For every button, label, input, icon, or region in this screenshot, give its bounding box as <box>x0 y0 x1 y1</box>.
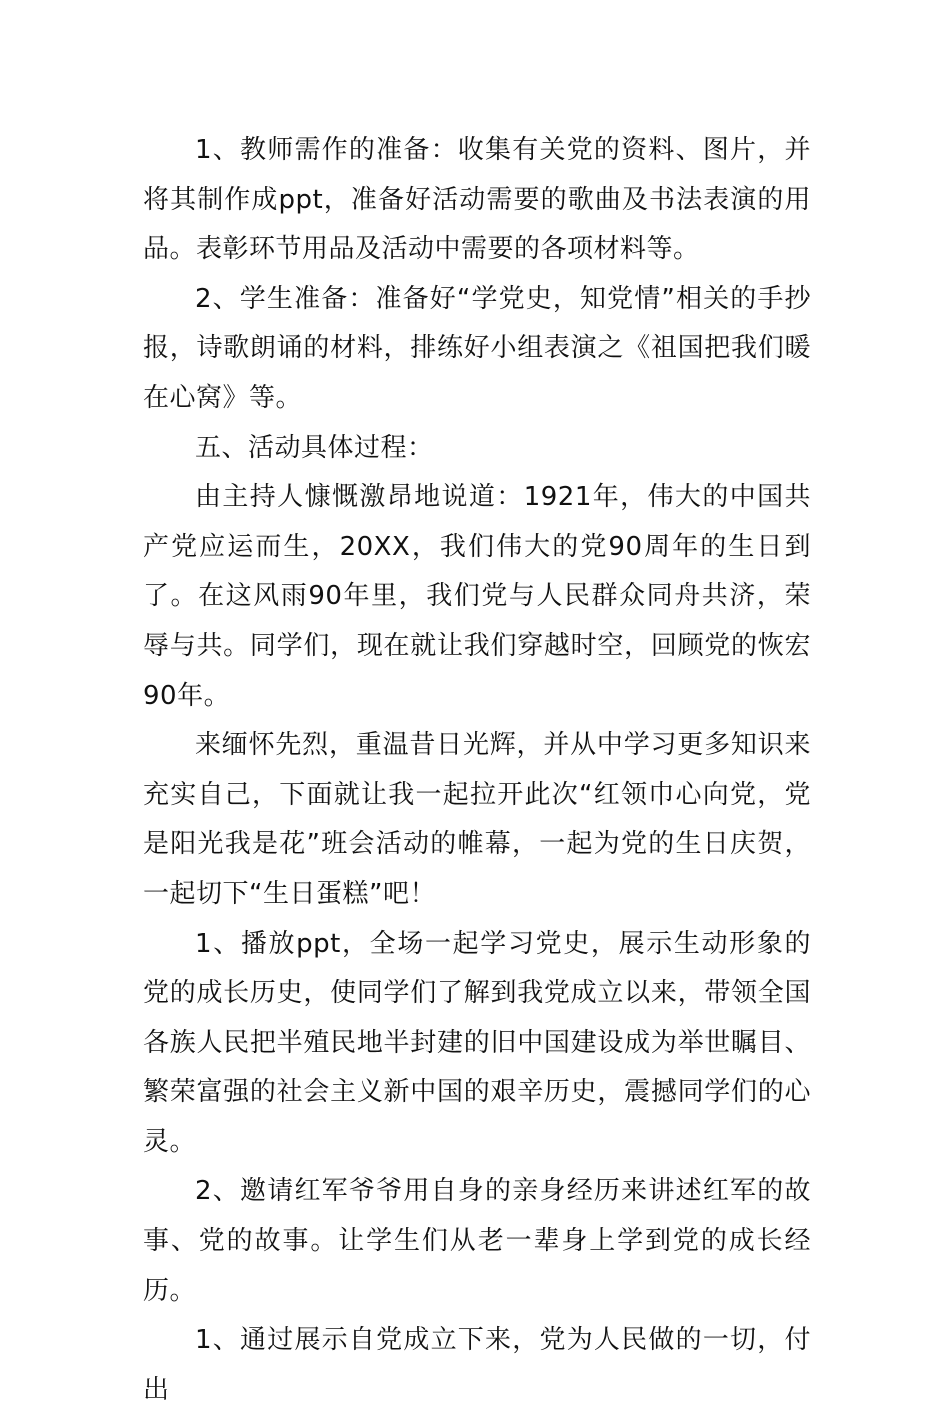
paragraph-red-army-story: 2、邀请红军爷爷用自身的亲身经历来讲述红军的故事、党的故事。让学生们从老一辈身上学到党的成长经历。 <box>143 1176 811 1306</box>
paragraph-teacher-preparation: 1、教师需作的准备：收集有关党的资料、图片，并将其制作成ppt，准备好活动需要的歌曲及书法表演的用品。表彰环节用品及活动中需要的各项材料等。 <box>143 135 811 265</box>
paragraph-ppt-history: 1、播放ppt，全场一起学习党史，展示生动形象的党的成长历史，使同学们了解到我党成立以来，带领全国各族人民把半殖民地半封建的旧中国建设成为举世瞩目、繁荣富强的社会主义新中国的艰辛历史，震撼同学们的心灵。 <box>143 928 811 1157</box>
paragraph-activity-introduction: 来缅怀先烈，重温昔日光辉，并从中学习更多知识来充实自己，下面就让我一起拉开此次“红领巾心向党，党是阳光我是花”班会活动的帷幕，一起为党的生日庆贺，一起切下“生日蛋糕”吧！ <box>143 730 811 909</box>
paragraph-student-preparation: 2、学生准备：准备好“学党史，知党情”相关的手抄报，诗歌朗诵的材料，排练好小组表演之《祖国把我们暖在心窝》等。 <box>143 283 811 413</box>
section-heading-activity-process: 五、活动具体过程： <box>195 432 434 463</box>
paragraph-host-opening: 由主持人慷慨激昂地说道：1921年，伟大的中国共产党应运而生，20XX，我们伟大的党90周年的生日到了。在这风雨90年里，我们党与人民群众同舟共济，荣辱与共。同学们，现在就让我们穿越时空，回顾党的恢宏90年。 <box>143 482 811 711</box>
document-body <box>143 126 811 1415</box>
paragraph-party-achievements: 1、通过展示自党成立下来，党为人民做的一切，付出 <box>143 1325 811 1405</box>
